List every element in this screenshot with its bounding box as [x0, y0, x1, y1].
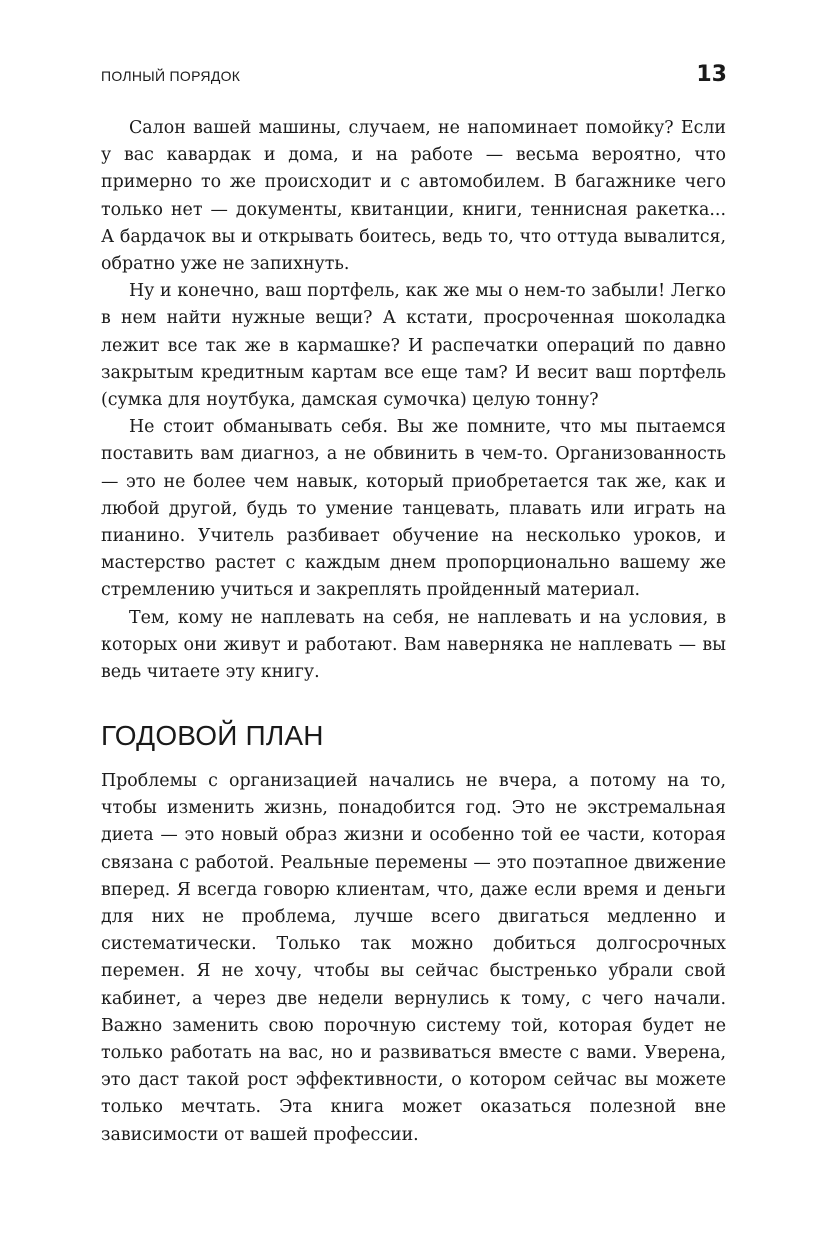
paragraph: Тем, кому не наплевать на себя, не наплевать и на условия, в которых они живут и работают. Вам наверняка не наплевать — вы ведь читаете эту книгу. — [101, 607, 726, 683]
section-heading: ГОДОВОЙ ПЛАН — [101, 720, 324, 751]
paragraph: Не стоит обманывать себя. Вы же помните, что мы пытаемся поставить вам диагноз, а не обвинить в чем-то. Организованность — это не более чем навык, который приобретается так же, как и любой другой, будь то умение танцевать, плавать или играть на пианино. Учитель разбивает обучение на несколько уроков, и мастерство растет с каждым днем пропорционально вашему же стремлению учиться и закреплять пройденный материал. — [101, 417, 726, 601]
paragraph: Салон вашей машины, случаем, не напоминает помойку? Если у вас кавардак и дома, и на работе — весьма вероятно, что примерно то же происходит и с автомобилем. В багажнике чего только нет — документы, квитанции, книги, теннисная ракетка... А бардачок вы и открывать боитесь, ведь то, что оттуда вывалится, обратно уже не запихнуть. — [101, 118, 726, 275]
paragraph: Ну и конечно, ваш портфель, как же мы о нем-то забыли! Легко в нем найти нужные вещи? А кстати, просроченная шоколадка лежит все так же в кармашке? И распечатки операций по давно закрытым кредитным картам все еще там? И весит ваш портфель (сумка для ноутбука, дамская сумочка) целую тонну? — [101, 281, 726, 411]
page-number: 13 — [696, 62, 727, 87]
section-text — [101, 768, 726, 1149]
paragraph: Проблемы с организацией начались не вчера, а потому на то, чтобы изменить жизнь, понадобится год. Это не экстремальная диета — это новый образ жизни и особенно той ее части, которая связана с работой. Реальные перемены — это поэтапное движение вперед. Я всегда говорю клиентам, что, даже если время и деньги для них не проблема, лучше всего двигаться медленно и систематически. Только так можно добиться долгосрочных перемен. Я не хочу, чтобы вы сейчас быстренько убрали свой кабинет, а через две недели вернулись к тому, с чего начали. Важно заменить свою порочную систему той, которая будет не только работать на вас, но и развиваться вместе с вами. Уверена, это даст такой рост эффективности, о котором сейчас вы можете только мечтать. Эта книга может оказаться полезной вне зависимости от вашей профессии. — [101, 771, 726, 1145]
running-title: ПОЛНЫЙ ПОРЯДОК — [101, 68, 241, 84]
intro-text — [101, 115, 726, 686]
